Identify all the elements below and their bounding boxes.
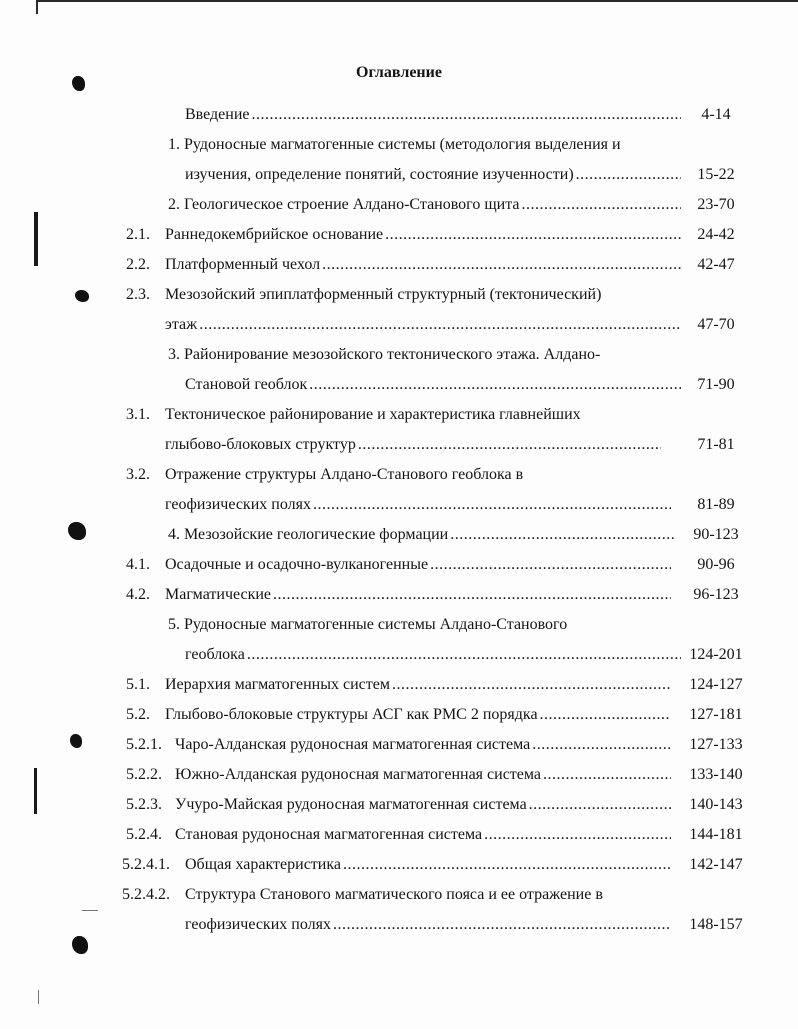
dot-leader	[247, 640, 681, 670]
entry-text: Тектоническое районирование и характеристика главнейших	[165, 406, 581, 423]
section-number: 5.1.	[126, 676, 150, 693]
dot-leader	[273, 580, 671, 610]
entry-text: этаж	[165, 316, 198, 333]
entry-text: Южно-Алданская рудоносная магматогенная система	[175, 766, 541, 783]
dot-leader	[576, 160, 681, 190]
dot-leader	[199, 310, 681, 340]
page-number: 90-123	[693, 526, 739, 543]
toc-title: Оглавление	[356, 64, 442, 81]
page-number: 15-22	[697, 166, 735, 183]
toc-entry-5-2-1	[0, 730, 798, 760]
entry-text: Общая характеристика	[185, 856, 341, 873]
dot-leader	[333, 910, 671, 940]
page-number: 142-147	[689, 856, 743, 873]
entry-text: геофизических полях	[185, 916, 331, 933]
dot-leader	[540, 700, 671, 730]
dot-leader	[430, 550, 671, 580]
page-number: 133-140	[689, 766, 743, 783]
section-number: 5.2.	[126, 706, 150, 723]
page-number: 4-14	[701, 106, 731, 123]
toc-entry-4-2	[0, 580, 798, 610]
entry-text: Осадочные и осадочно-вулканогенные	[165, 556, 429, 573]
dot-leader	[529, 790, 671, 820]
dot-leader	[532, 730, 671, 760]
page-number: 124-201	[689, 646, 743, 663]
scan-edge-left	[36, 0, 38, 14]
page-number: 71-81	[697, 436, 735, 453]
section-number: 2.2.	[126, 256, 150, 273]
section-number: 5.2.4.1.	[122, 856, 170, 873]
entry-text: 3. Районирование мезозойского тектонического этажа. Алдано-	[168, 346, 601, 363]
page-number: 23-70	[697, 196, 735, 213]
entry-text: 2. Геологическое строение Алдано-Станового щита	[168, 196, 520, 213]
toc-entry-5-1	[0, 670, 798, 700]
entry-text: Структура Станового магматического пояса и ее отражение в	[185, 886, 603, 903]
toc-entry-5-2-4-1	[0, 850, 798, 880]
page-number: 144-181	[689, 826, 743, 843]
entry-text: геоблока	[185, 646, 245, 663]
toc-entry-3-1	[0, 400, 798, 460]
section-number: 5.2.1.	[126, 736, 162, 753]
toc-entry-5-2-2	[0, 760, 798, 790]
entry-text: Отражение структуры Алдано-Станового геоблока в	[165, 466, 524, 483]
entry-text: Учуро-Майская рудоносная магматогенная система	[175, 796, 527, 813]
toc-entry-chapter-4	[0, 520, 798, 550]
section-number: 5.2.4.2.	[122, 886, 170, 903]
dot-leader	[322, 250, 681, 280]
section-number: 3.2.	[126, 466, 150, 483]
toc-entry-4-1	[0, 550, 798, 580]
section-number: 5.2.2.	[126, 766, 162, 783]
entry-text: Глыбово-блоковые структуры АСГ как РМС 2 порядка	[165, 706, 538, 723]
entry-text: 5. Рудоносные магматогенные системы Алдано-Станового	[168, 616, 568, 633]
toc-entry-chapter-2	[0, 190, 798, 220]
dot-leader	[358, 430, 661, 460]
page-number: 127-133	[689, 736, 743, 753]
toc-entry-chapter-5	[0, 610, 798, 670]
page-number: 96-123	[693, 586, 739, 603]
section-number: 5.2.4.	[126, 826, 162, 843]
toc-entry-5-2-4	[0, 820, 798, 850]
page-number: 24-42	[697, 226, 735, 243]
page-number: 71-90	[697, 376, 735, 393]
dot-leader	[392, 670, 671, 700]
dot-leader	[522, 190, 681, 220]
entry-text: Мезозойский эпиплатформенный структурный (тектонический)	[165, 286, 602, 303]
page-number: 124-127	[689, 676, 743, 693]
toc-entry-5-2-3	[0, 790, 798, 820]
dot-leader	[385, 220, 681, 250]
page-number: 81-89	[697, 496, 735, 513]
page-number: 140-143	[689, 796, 743, 813]
scan-dash	[38, 990, 39, 1004]
entry-text: 1. Рудоносные магматогенные системы (методология выделения и	[168, 136, 621, 153]
section-number: 4.1.	[126, 556, 150, 573]
entry-text: глыбово-блоковых структур	[165, 436, 356, 453]
entry-text: Введение	[185, 106, 250, 123]
entry-text: Раннедокембрийское основание	[165, 226, 384, 243]
section-number: 4.2.	[126, 586, 150, 603]
toc-entry-2-1	[0, 220, 798, 250]
entry-text: Платформенный чехол	[165, 256, 321, 273]
entry-text: Магматические	[165, 586, 272, 603]
page-number: 127-181	[689, 706, 743, 723]
dot-leader	[343, 850, 671, 880]
dot-leader	[543, 760, 671, 790]
page-number: 47-70	[697, 316, 735, 333]
toc-entry-chapter-3	[0, 340, 798, 400]
toc-entry-2-3	[0, 280, 798, 340]
dot-leader	[252, 100, 682, 130]
toc-entry-5-2-4-2	[0, 880, 798, 940]
toc-entry-3-2	[0, 460, 798, 520]
scan-edge-top	[38, 0, 798, 2]
section-number: 3.1.	[126, 406, 150, 423]
toc-entry-intro	[0, 100, 798, 130]
entry-text: Иерархия магматогенных систем	[165, 676, 390, 693]
entry-text: Становая рудоносная магматогенная система	[175, 826, 483, 843]
section-number: 2.3.	[126, 286, 150, 303]
toc-entry-5-2	[0, 700, 798, 730]
section-number: 5.2.3.	[126, 796, 162, 813]
dot-leader	[309, 370, 681, 400]
entry-text: 4. Мезозойские геологические формации	[168, 526, 449, 543]
entry-text: Становой геоблок	[185, 376, 308, 393]
page-number: 148-157	[689, 916, 743, 933]
page-number: 42-47	[697, 256, 735, 273]
dot-leader	[313, 490, 671, 520]
entry-text: Чаро-Алданская рудоносная магматогенная система	[175, 736, 531, 753]
toc-entry-chapter-1	[0, 130, 798, 190]
dot-leader	[484, 820, 671, 850]
section-number: 2.1.	[126, 226, 150, 243]
page-number: 90-96	[697, 556, 735, 573]
toc-entry-2-2	[0, 250, 798, 280]
entry-text: геофизических полях	[165, 496, 311, 513]
entry-text: изучения, определение понятий, состояние изученности)	[185, 166, 574, 183]
dot-leader	[450, 520, 674, 550]
